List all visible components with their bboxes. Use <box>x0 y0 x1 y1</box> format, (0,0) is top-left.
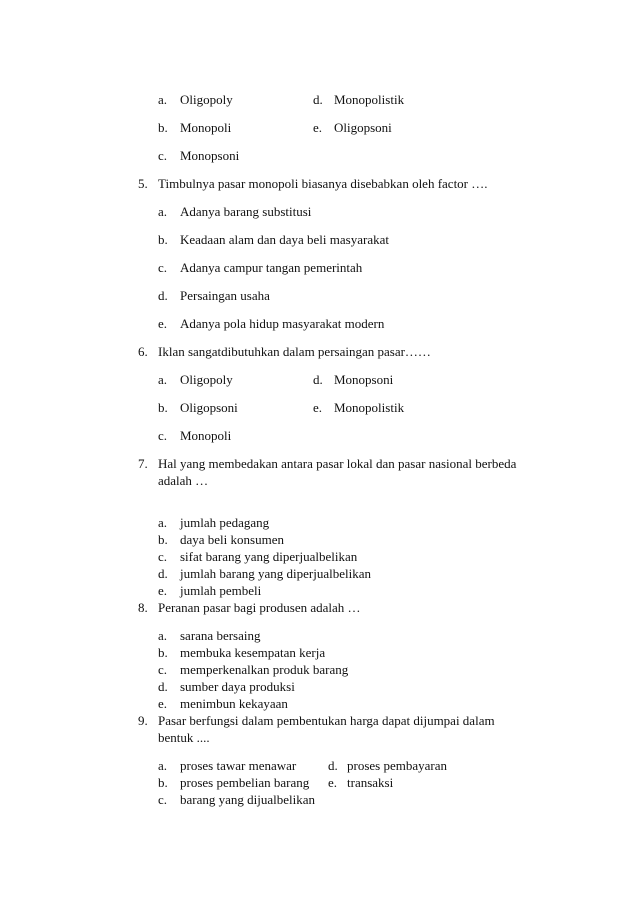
option-letter: b. <box>158 532 168 547</box>
option-text: Persaingan usaha <box>180 288 270 303</box>
option-text: memperkenalkan produk barang <box>180 662 349 677</box>
option-letter: b. <box>158 232 168 247</box>
option-text: Monopolistik <box>334 400 405 415</box>
option-text: Oligopoly <box>180 372 233 387</box>
question-number: 8. <box>138 600 148 615</box>
option-text: Monopoli <box>180 120 232 135</box>
question-number: 6. <box>138 344 148 359</box>
option-text: sumber daya produksi <box>180 679 295 694</box>
option-letter: d. <box>158 566 168 581</box>
option-text: sarana bersaing <box>180 628 261 643</box>
option-text: Monopsoni <box>334 372 394 387</box>
question-number: 9. <box>138 713 148 728</box>
option-letter: c. <box>158 260 168 275</box>
option-text: Adanya barang substitusi <box>180 204 312 219</box>
option-text: sifat barang yang diperjualbelikan <box>180 549 358 564</box>
option-text: jumlah pedagang <box>180 515 270 530</box>
option-letter: e. <box>313 400 323 415</box>
option-text: Monopolistik <box>334 92 405 107</box>
option-text: menimbun kekayaan <box>180 696 288 711</box>
option-text: jumlah pembeli <box>180 583 262 598</box>
question-text: Peranan pasar bagi produsen adalah … <box>158 600 361 615</box>
option-letter: a. <box>158 758 168 773</box>
option-text: proses pembelian barang <box>180 775 310 790</box>
option-letter: a. <box>158 515 168 530</box>
option-text: Oligopoly <box>180 92 233 107</box>
option-letter: e. <box>158 583 168 598</box>
option-letter: b. <box>158 400 168 415</box>
option-letter: b. <box>158 120 168 135</box>
option-letter: a. <box>158 628 168 643</box>
option-letter: b. <box>158 775 168 790</box>
option-letter: e. <box>328 775 338 790</box>
option-text: Oligopsoni <box>334 120 392 135</box>
option-letter: c. <box>158 662 168 677</box>
option-text: Monopoli <box>180 428 232 443</box>
option-letter: d. <box>313 92 323 107</box>
question-text: Hal yang membedakan antara pasar lokal dan pasar nasional berbeda <box>158 456 517 471</box>
question-text-continued: adalah … <box>158 473 209 488</box>
question-text-continued: bentuk .... <box>158 730 210 745</box>
option-letter: b. <box>158 645 168 660</box>
option-letter: c. <box>158 549 168 564</box>
option-letter: d. <box>328 758 338 773</box>
option-letter: a. <box>158 92 168 107</box>
option-letter: d. <box>313 372 323 387</box>
question-text: Timbulnya pasar monopoli biasanya disebabkan oleh factor …. <box>158 176 488 191</box>
option-text: Adanya campur tangan pemerintah <box>180 260 363 275</box>
option-text: membuka kesempatan kerja <box>180 645 326 660</box>
option-letter: a. <box>158 204 168 219</box>
option-letter: a. <box>158 372 168 387</box>
option-text: transaksi <box>347 775 394 790</box>
option-letter: e. <box>158 696 168 711</box>
option-letter: c. <box>158 428 168 443</box>
question-text: Pasar berfungsi dalam pembentukan harga dapat dijumpai dalam <box>158 713 495 728</box>
option-letter: e. <box>313 120 323 135</box>
option-text: proses pembayaran <box>347 758 447 773</box>
option-text: Keadaan alam dan daya beli masyarakat <box>180 232 389 247</box>
option-text: daya beli konsumen <box>180 532 284 547</box>
option-text: Oligopsoni <box>180 400 238 415</box>
option-text: barang yang dijualbelikan <box>180 792 316 807</box>
option-letter: e. <box>158 316 168 331</box>
question-number: 5. <box>138 176 148 191</box>
option-text: Monopsoni <box>180 148 240 163</box>
option-letter: c. <box>158 148 168 163</box>
option-letter: d. <box>158 288 168 303</box>
option-text: Adanya pola hidup masyarakat modern <box>180 316 385 331</box>
question-text: Iklan sangatdibutuhkan dalam persaingan pasar…… <box>158 344 431 359</box>
question-number: 7. <box>138 456 148 471</box>
option-letter: d. <box>158 679 168 694</box>
option-text: proses tawar menawar <box>180 758 297 773</box>
option-text: jumlah barang yang diperjualbelikan <box>180 566 371 581</box>
option-letter: c. <box>158 792 168 807</box>
